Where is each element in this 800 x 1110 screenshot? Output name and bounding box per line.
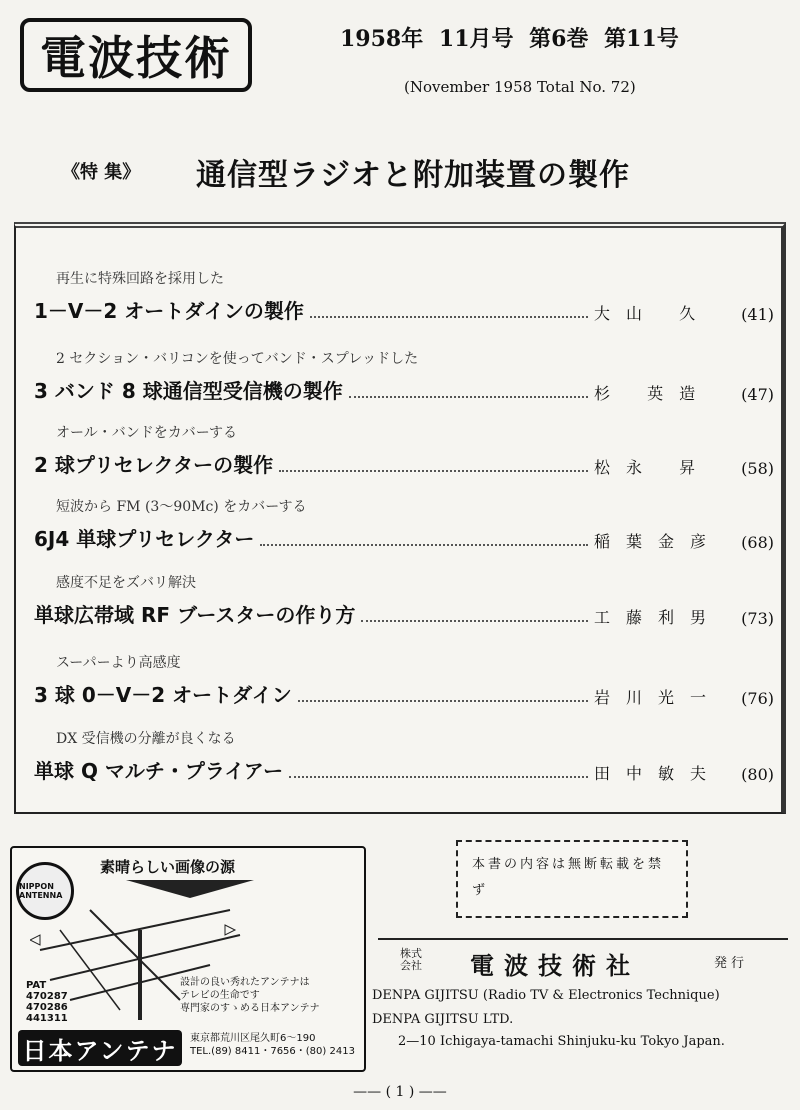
toc-page: (41) xyxy=(741,305,774,324)
copyright-notice: 本書の内容は無断転載を禁ず xyxy=(456,840,688,918)
toc-author: 稲葉金彦 xyxy=(594,532,723,551)
toc-author: 松永 昇 xyxy=(594,458,712,477)
toc-subtitle: DX 受信機の分離が良くなる xyxy=(56,731,236,747)
toc-item[interactable] xyxy=(34,268,774,338)
toc-subtitle: 短波から FM (3～90Mc) をカバーする xyxy=(56,499,307,515)
toc-item[interactable] xyxy=(34,348,774,418)
issue-line: 1958年 11月号 第6巻 第11号 xyxy=(340,26,679,52)
toc-item[interactable] xyxy=(34,572,774,642)
toc-title: 3 バンド 8 球通信型受信機の製作 xyxy=(34,379,343,403)
publisher-name: 電波技術社 xyxy=(470,952,640,980)
toc-title: 2 球プリセレクターの製作 xyxy=(34,453,274,477)
publisher-english-name: DENPA GIJITSU (Radio TV & Electronics Technique) xyxy=(372,988,720,1003)
corporation-label: 株式 会社 xyxy=(400,947,422,972)
table-of-contents xyxy=(14,222,786,814)
toc-title: 3 球 0－V－2 オートダイン xyxy=(34,683,292,707)
publisher-company: DENPA GIJITSU LTD. xyxy=(372,1012,514,1027)
leader-dots xyxy=(260,544,588,546)
ad-address: 東京都荒川区尾久町6～190 TEL.(89) 8411・7656・(80) 2413 xyxy=(190,1033,355,1057)
toc-subtitle: スーパーより高感度 xyxy=(56,655,181,671)
patent-numbers: PAT 470287 470286 441311 xyxy=(26,980,68,1024)
toc-item[interactable] xyxy=(34,652,774,722)
toc-subtitle: 感度不足をズバリ解決 xyxy=(56,575,196,591)
toc-author: 杉 英造 xyxy=(594,384,712,403)
leader-dots xyxy=(279,470,588,472)
toc-page: (80) xyxy=(741,765,774,784)
ad-brand: 日本アンテナ xyxy=(18,1030,182,1066)
publisher-issue-word: 発行 xyxy=(714,956,749,971)
toc-author: 工藤利男 xyxy=(594,608,723,627)
toc-page: (58) xyxy=(741,459,774,478)
toc-page: (76) xyxy=(741,689,774,708)
special-feature-title: 通信型ラジオと附加装置の製作 xyxy=(196,158,630,193)
issue-english: (November 1958 Total No. 72) xyxy=(404,78,636,96)
toc-author: 岩川光一 xyxy=(594,688,723,707)
leader-dots xyxy=(361,620,588,622)
toc-item[interactable] xyxy=(34,422,774,492)
leader-dots xyxy=(289,776,588,778)
toc-title: 6J4 単球プリセレクター xyxy=(34,527,255,551)
publisher-address: 2—10 Ichigaya-tamachi Shinjuku-ku Tokyo Japan. xyxy=(398,1034,725,1049)
toc-subtitle: オール・バンドをカバーする xyxy=(56,425,238,441)
toc-title: 単球 Q マルチ・プライアー xyxy=(34,759,284,783)
page-number: —— ( 1 ) —— xyxy=(353,1084,447,1100)
leader-dots xyxy=(349,396,588,398)
toc-item[interactable] xyxy=(34,496,774,566)
nippon-antenna-logo: NIPPON ANTENNA xyxy=(16,862,74,920)
masthead: 電波技術 xyxy=(20,18,252,92)
special-feature-label: 《特 集》 xyxy=(62,162,141,183)
toc-title: 1－V－2 オートダインの製作 xyxy=(34,299,304,323)
ad-headline: 素晴らしい画像の源 xyxy=(100,858,236,876)
ad-copy: 設計の良い秀れたアンテナは テレビの生命です 専門家のすゝめる日本アンテナ xyxy=(180,977,320,1014)
toc-item[interactable] xyxy=(34,728,774,798)
leader-dots xyxy=(310,316,588,318)
toc-page: (73) xyxy=(741,609,774,628)
toc-subtitle: 2 セクション・バリコンを使ってバンド・スプレッドした xyxy=(56,351,419,367)
toc-author: 田中敏夫 xyxy=(594,764,723,783)
toc-subtitle: 再生に特殊回路を採用した xyxy=(56,271,224,287)
leader-dots xyxy=(298,700,588,702)
toc-title: 単球広帯域 RF ブースターの作り方 xyxy=(34,603,356,627)
toc-page: (47) xyxy=(741,385,774,404)
toc-author: 大山 久 xyxy=(594,304,712,323)
toc-page: (68) xyxy=(741,533,774,552)
